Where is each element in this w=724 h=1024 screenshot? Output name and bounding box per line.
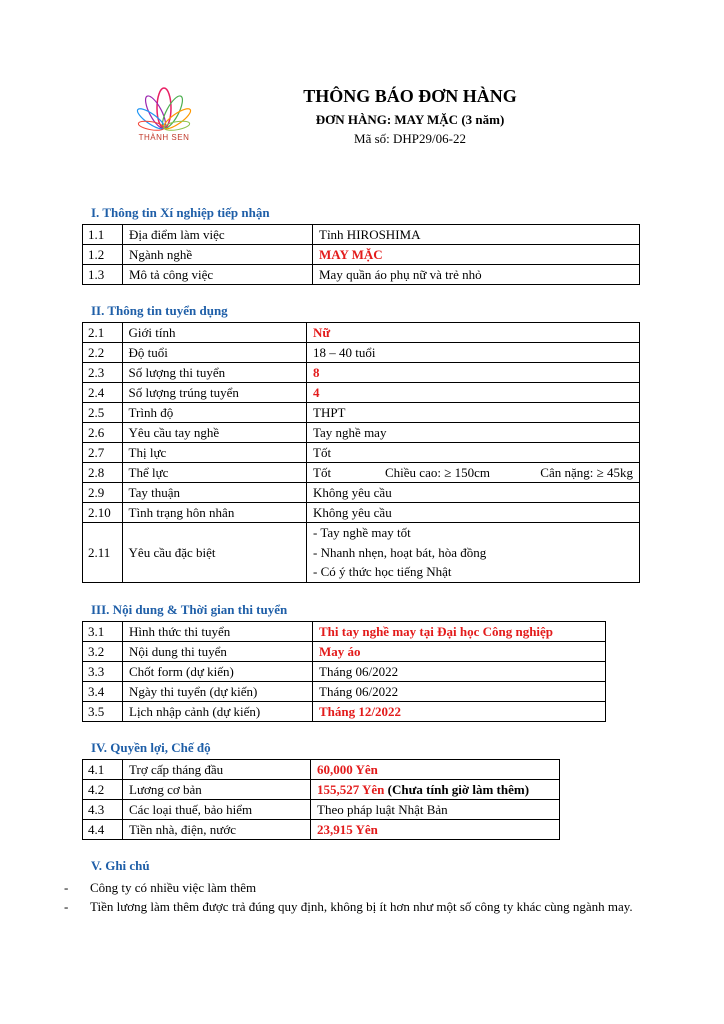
row-value: Tháng 06/2022	[313, 682, 606, 702]
table-row	[83, 383, 640, 403]
row-number: 3.3	[83, 662, 123, 682]
table-row	[83, 265, 640, 285]
note-text: Công ty có nhiều việc làm thêm	[90, 880, 257, 895]
row-value	[307, 523, 640, 583]
row-label: Giới tính	[122, 323, 306, 343]
section-5-heading: V. Ghi chú	[91, 858, 150, 873]
row-number: 2.10	[83, 503, 123, 523]
row-label: Thị lực	[122, 443, 306, 463]
row-number: 4.3	[83, 800, 123, 820]
table-row	[83, 820, 560, 840]
special-requirement: - Có ý thức học tiếng Nhật	[313, 564, 452, 579]
table-row	[83, 343, 640, 363]
table-row	[83, 780, 560, 800]
list-item: - Tiền lương làm thêm được trả đúng quy định, không bị ít hơn như một số công ty khác cùng ngành may.	[64, 899, 633, 914]
row-number: 3.1	[83, 622, 123, 642]
row-label: Số lượng trúng tuyển	[122, 383, 306, 403]
row-number: 2.11	[83, 523, 123, 583]
section-2-heading: II. Thông tin tuyển dụng	[91, 303, 228, 318]
row-value: THPT	[307, 403, 640, 423]
row-number: 3.2	[83, 642, 123, 662]
row-number: 2.1	[83, 323, 123, 343]
row-number: 2.3	[83, 363, 123, 383]
row-label: Hình thức thi tuyển	[123, 622, 313, 642]
row-value: 4	[307, 383, 640, 403]
row-label: Lịch nhập cảnh (dự kiến)	[123, 702, 313, 722]
section-1-table	[82, 224, 640, 285]
row-label: Tình trạng hôn nhân	[122, 503, 306, 523]
table-row	[83, 523, 640, 583]
table-row	[83, 463, 640, 483]
document-title: THÔNG BÁO ĐƠN HÀNG	[303, 86, 517, 106]
row-value: MAY MẶC	[313, 245, 640, 265]
row-number: 4.4	[83, 820, 123, 840]
document-subtitle: ĐƠN HÀNG: MAY MẶC (3 năm)	[315, 112, 505, 127]
row-label: Thể lực	[122, 463, 306, 483]
row-number: 2.7	[83, 443, 123, 463]
row-number: 1.3	[83, 265, 123, 285]
row-label: Các loại thuế, bảo hiểm	[123, 800, 311, 820]
row-label: Trình độ	[122, 403, 306, 423]
row-value: Tháng 12/2022	[313, 702, 606, 722]
row-label: Lương cơ bản	[123, 780, 311, 800]
row-label: Tiền nhà, điện, nước	[123, 820, 311, 840]
row-number: 1.1	[83, 225, 123, 245]
table-row	[83, 245, 640, 265]
table-row	[83, 682, 606, 702]
row-value: Tốt	[307, 443, 640, 463]
row-value: 8	[307, 363, 640, 383]
row-value: 60,000 Yên	[311, 760, 560, 780]
base-salary-value: 155,527 Yên	[317, 782, 385, 797]
height-requirement: Chiều cao: ≥ 150cm	[385, 465, 490, 480]
table-row	[83, 323, 640, 343]
row-value: Tháng 06/2022	[313, 662, 606, 682]
table-row	[83, 443, 640, 463]
row-label: Ngành nghề	[123, 245, 313, 265]
row-value: Không yêu cầu	[307, 483, 640, 503]
document-code: Mã số: DHP29/06-22	[354, 131, 466, 146]
row-number: 2.8	[83, 463, 123, 483]
row-label: Độ tuổi	[122, 343, 306, 363]
table-row	[83, 642, 606, 662]
section-4-table	[82, 759, 560, 840]
weight-requirement: Cân nặng: ≥ 45kg	[540, 465, 633, 480]
base-salary-note: (Chưa tính giờ làm thêm)	[384, 782, 530, 797]
row-value: 23,915 Yên	[311, 820, 560, 840]
row-number: 2.5	[83, 403, 123, 423]
section-1-heading: I. Thông tin Xí nghiệp tiếp nhận	[91, 205, 270, 220]
table-row	[83, 225, 640, 245]
special-requirement: - Nhanh nhẹn, hoạt bát, hòa đồng	[313, 544, 487, 560]
section-2-table	[82, 322, 640, 583]
row-value: Tay nghề may	[307, 423, 640, 443]
table-row	[83, 483, 640, 503]
row-value: Tỉnh HIROSHIMA	[313, 225, 640, 245]
row-label: Yêu cầu tay nghề	[122, 423, 306, 443]
row-label: Yêu cầu đặc biệt	[122, 523, 306, 583]
row-label: Tay thuận	[122, 483, 306, 503]
row-number: 2.6	[83, 423, 123, 443]
logo-text: THÀNH SEN	[138, 133, 190, 142]
row-value: Không yêu cầu	[307, 503, 640, 523]
section-3-table	[82, 621, 606, 722]
row-number: 3.5	[83, 702, 123, 722]
table-row	[83, 702, 606, 722]
row-label: Chốt form (dự kiến)	[123, 662, 313, 682]
row-value: Nữ	[307, 323, 640, 343]
row-number: 2.9	[83, 483, 123, 503]
row-number: 4.1	[83, 760, 123, 780]
table-row	[83, 503, 640, 523]
row-label: Trợ cấp tháng đầu	[123, 760, 311, 780]
table-row	[83, 403, 640, 423]
table-row	[83, 423, 640, 443]
row-value: May áo	[313, 642, 606, 662]
section-3-heading: III. Nội dung & Thời gian thi tuyển	[91, 602, 288, 617]
table-row	[83, 800, 560, 820]
row-label: Nội dung thi tuyển	[123, 642, 313, 662]
special-requirement: - Tay nghề may tốt	[313, 525, 411, 540]
row-value: Thi tay nghề may tại Đại học Công nghiệp	[313, 622, 606, 642]
physique-value: Tốt	[313, 465, 332, 480]
table-row	[83, 662, 606, 682]
table-row	[83, 363, 640, 383]
note-text: Tiền lương làm thêm được trả đúng quy định, không bị ít hơn như một số công ty khác cùng ngành may.	[90, 899, 633, 914]
table-row	[83, 622, 606, 642]
list-item: - Công ty có nhiều việc làm thêm	[64, 880, 257, 895]
row-value: Theo pháp luật Nhật Bản	[311, 800, 560, 820]
row-label: Ngày thi tuyển (dự kiến)	[123, 682, 313, 702]
section-4-heading: IV. Quyền lợi, Chế độ	[91, 740, 211, 755]
row-number: 1.2	[83, 245, 123, 265]
table-row	[83, 760, 560, 780]
row-label: Số lượng thi tuyển	[122, 363, 306, 383]
row-value	[307, 463, 640, 483]
row-number: 2.4	[83, 383, 123, 403]
row-number: 4.2	[83, 780, 123, 800]
row-value: 18 – 40 tuổi	[307, 343, 640, 363]
row-value: May quần áo phụ nữ và trẻ nhỏ	[313, 265, 640, 285]
row-number: 3.4	[83, 682, 123, 702]
row-label: Mô tả công việc	[123, 265, 313, 285]
row-label: Địa điểm làm việc	[123, 225, 313, 245]
notes-list	[64, 878, 684, 916]
row-value	[311, 780, 560, 800]
row-number: 2.2	[83, 343, 123, 363]
